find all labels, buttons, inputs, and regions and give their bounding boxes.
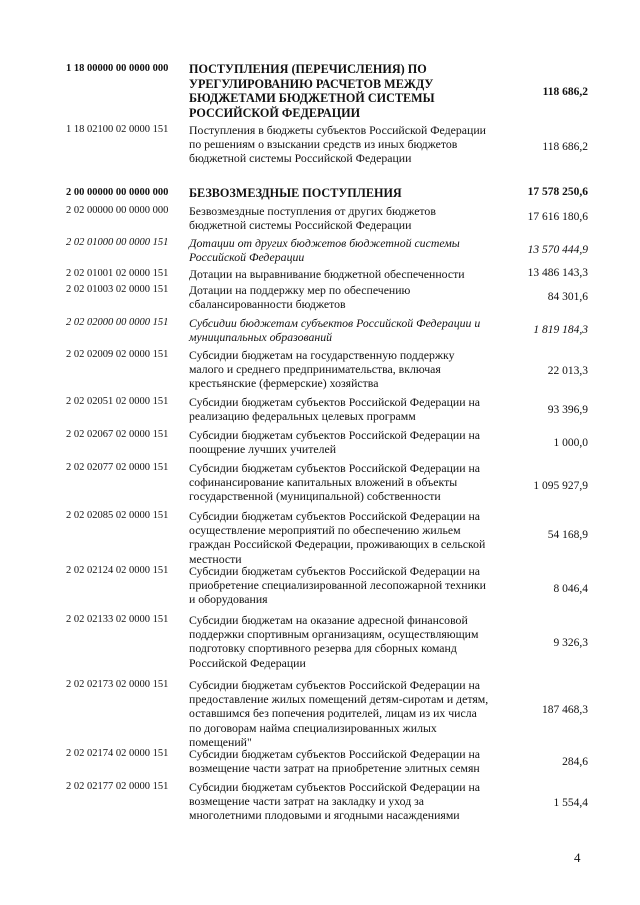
budget-code: 2 02 02077 02 0000 151 (66, 462, 169, 473)
budget-amount: 9 326,3 (553, 637, 588, 649)
budget-amount: 187 468,3 (542, 704, 588, 716)
budget-code: 1 18 02100 02 0000 151 (66, 124, 169, 135)
budget-amount: 17 616 180,6 (527, 211, 588, 223)
page-number: 4 (574, 850, 581, 865)
budget-amount: 13 486 143,3 (527, 267, 588, 279)
budget-description: БЕЗВОЗМЕЗДНЫЕ ПОСТУПЛЕНИЯ (189, 186, 402, 200)
budget-code: 2 02 01003 02 0000 151 (66, 284, 169, 295)
budget-amount: 1 554,4 (553, 797, 588, 809)
budget-description: Дотации на выравнивание бюджетной обеспеченности (189, 267, 465, 281)
budget-amount: 17 578 250,6 (527, 186, 588, 198)
budget-code: 2 02 02085 02 0000 151 (66, 510, 169, 521)
budget-code: 2 02 02051 02 0000 151 (66, 396, 169, 407)
budget-description: Дотации от других бюджетов бюджетной системы Российской Федерации (189, 236, 460, 265)
budget-code: 2 02 02177 02 0000 151 (66, 781, 169, 792)
budget-code: 1 18 00000 00 0000 000 (66, 63, 169, 74)
budget-amount: 13 570 444,9 (527, 244, 588, 256)
budget-description: Субсидии бюджетам субъектов Российской Федерации на предоставление жилых помещений детям-сиротам и детям, оставшимся без попечения родителей, лицам из их числа по договорам найма специализированных жилых помещений" (189, 678, 489, 749)
budget-code: 2 02 02174 02 0000 151 (66, 748, 169, 759)
budget-code: 2 02 02133 02 0000 151 (66, 614, 169, 625)
budget-amount: 284,6 (562, 756, 588, 768)
budget-description: Субсидии бюджетам субъектов Российской Федерации на софинансирование капитальных вложений в объекты государственной (муниципальной) собственности (189, 461, 481, 504)
budget-code: 2 02 00000 00 0000 000 (66, 205, 169, 216)
budget-description: Субсидии бюджетам субъектов Российской Федерации на приобретение специализированной лесопожарной техники и оборудования (189, 564, 486, 607)
budget-code: 2 02 02173 02 0000 151 (66, 679, 169, 690)
budget-code: 2 02 01001 02 0000 151 (66, 268, 169, 279)
budget-amount: 54 168,9 (547, 529, 588, 541)
budget-code: 2 02 02067 02 0000 151 (66, 429, 169, 440)
budget-description: Субсидии бюджетам субъектов Российской Федерации на возмещение части затрат на приобретение элитных семян (189, 747, 481, 776)
budget-code: 2 02 02000 00 0000 151 (66, 317, 169, 328)
budget-description: Субсидии бюджетам субъектов Российской Федерации и муниципальных образований (189, 316, 481, 345)
budget-description: Субсидии бюджетам на оказание адресной финансовой поддержки спортивным организациям, осуществляющим подготовку спортивного резерва для сборных команд Российской Федерации (189, 613, 479, 670)
budget-description: Субсидии бюджетам на государственную поддержку малого и среднего предпринимательства, включая крестьянские (фермерские) хозяйства (189, 348, 455, 391)
budget-code: 2 02 02124 02 0000 151 (66, 565, 169, 576)
budget-description: Субсидии бюджетам субъектов Российской Федерации на возмещение части затрат на закладку и уход за многолетними плодовыми и ягодными насаждениями (189, 780, 481, 823)
budget-amount: 118 686,2 (542, 86, 588, 98)
budget-description: Безвозмездные поступления от других бюджетов бюджетной системы Российской Федерации (189, 204, 436, 233)
budget-code: 2 00 00000 00 0000 000 (66, 187, 169, 198)
budget-description: Субсидии бюджетам субъектов Российской Федерации на поощрение лучших учителей (189, 428, 481, 457)
budget-amount: 1 095 927,9 (533, 480, 588, 492)
budget-amount: 118 686,2 (542, 141, 588, 153)
budget-description: Субсидии бюджетам субъектов Российской Федерации на реализацию федеральных целевых программ (189, 395, 481, 424)
budget-description: Субсидии бюджетам субъектов Российской Федерации на осуществление мероприятий по обеспечению жильем граждан Российской Федерации, проживающих в сельской местности (189, 509, 486, 566)
budget-description: Поступления в бюджеты субъектов Российской Федерации по решениям о взыскании средств из иных бюджетов бюджетной системы Российской Федерации (189, 123, 486, 166)
budget-amount: 84 301,6 (547, 291, 588, 303)
budget-code: 2 02 02009 02 0000 151 (66, 349, 169, 360)
budget-amount: 93 396,9 (547, 404, 588, 416)
budget-amount: 1 819 184,3 (533, 324, 588, 336)
budget-amount: 8 046,4 (553, 583, 588, 595)
budget-code: 2 02 01000 00 0000 151 (66, 237, 169, 248)
budget-description: Дотации на поддержку мер по обеспечению сбалансированности бюджетов (189, 283, 411, 312)
budget-amount: 1 000,0 (553, 437, 588, 449)
budget-amount: 22 013,3 (547, 365, 588, 377)
budget-description: ПОСТУПЛЕНИЯ (ПЕРЕЧИСЛЕНИЯ) ПО УРЕГУЛИРОВАНИЮ РАСЧЕТОВ МЕЖДУ БЮДЖЕТАМИ БЮДЖЕТНОЙ СИСТЕМЫ РОССИЙСКОЙ ФЕДЕРАЦИИ (189, 62, 435, 120)
